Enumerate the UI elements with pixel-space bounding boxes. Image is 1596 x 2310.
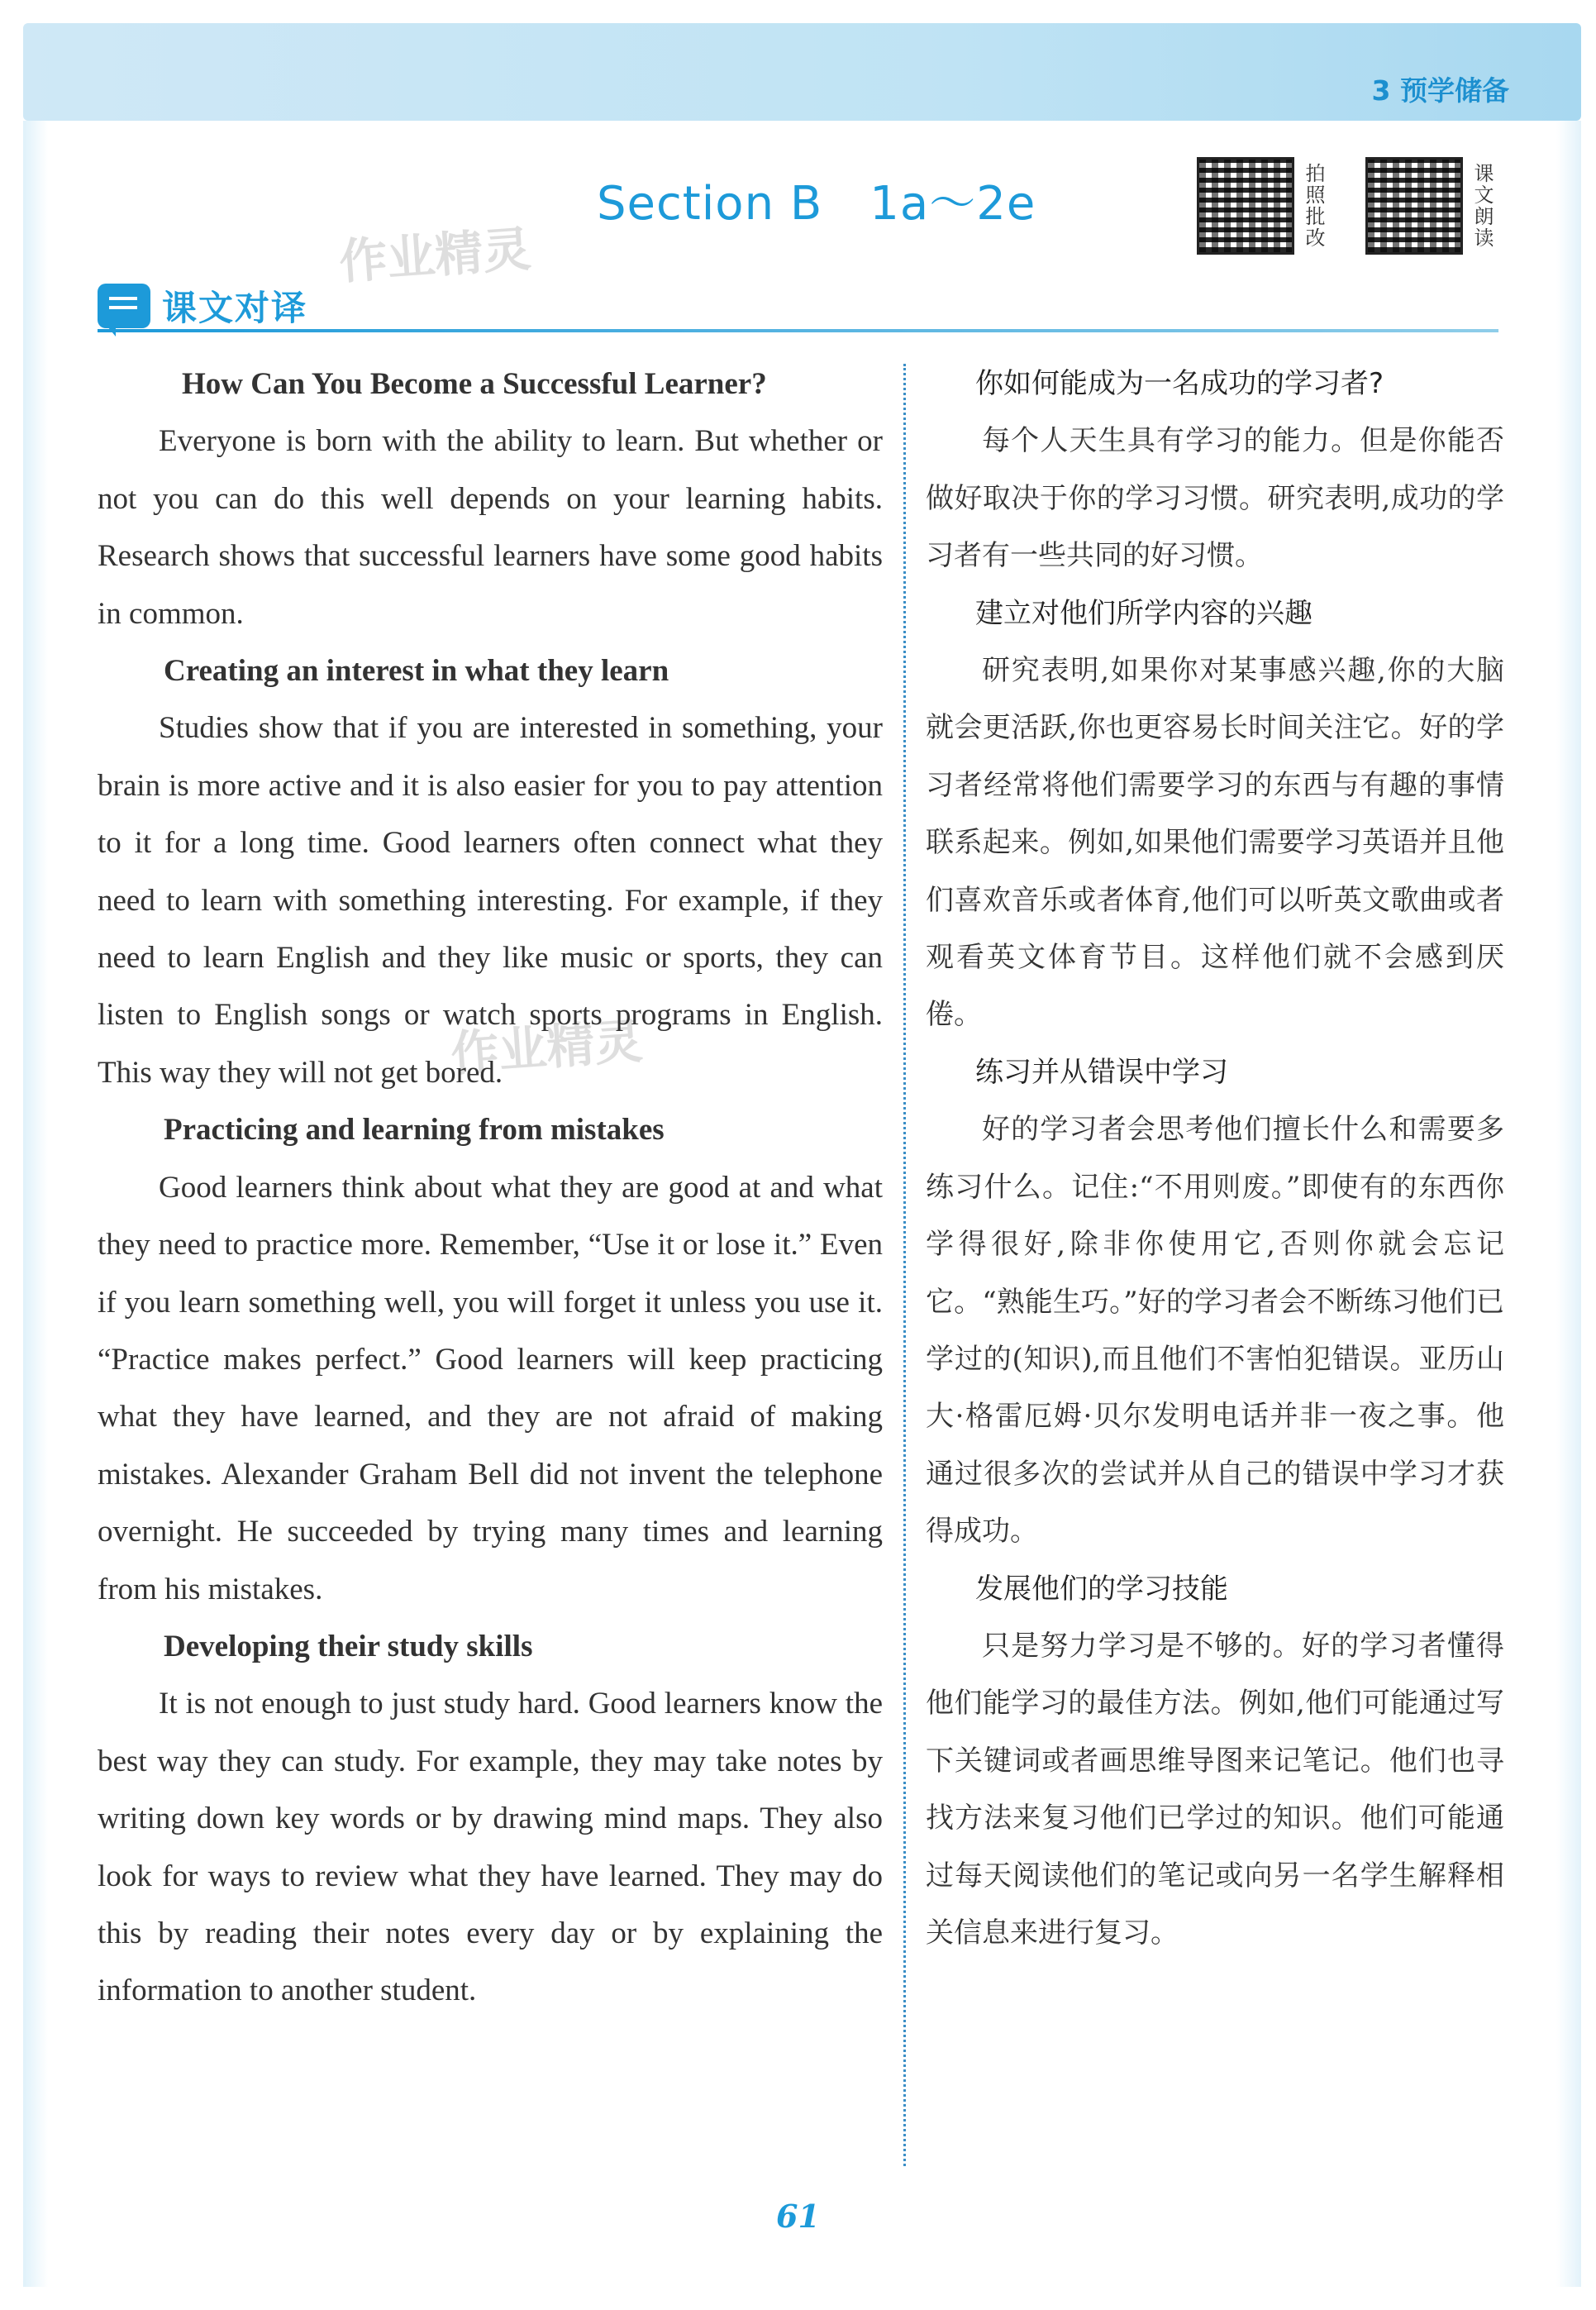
speech-bubble-icon [98,284,150,328]
english-heading: Developing their study skills [164,1629,533,1663]
section-title: Section B 1a～2e [597,177,1036,231]
english-paragraph: Studies show that if you are interested in something, your brain is more active and it is also easier for you to pay attention to it for a long time. Good learners often connect what they need to learn with something interesting. For example, if they need to learn English and they like music or sports, they can listen to English songs or watch sports programs in English. This way they will not get bored. [98,711,883,1090]
watermark: 作业精灵 [337,220,533,290]
qr-group-grading[interactable] [1197,157,1328,255]
english-title: How Can You Become a Successful Learner? [182,367,767,401]
qr-label: 课文朗读 [1470,163,1494,249]
english-paragraph: Good learners think about what they are good at and what they need to practice more. Remember, “Use it or lose it.” Even if you learn something well, you will forget it unless you use it. “Practice makes perfect.” Good learners will keep practicing what they have learned, and they are not afraid of making mistakes. Alexander Graham Bell did not invent the telephone overnight. He succeeded by trying many times and learning from his mistakes. [98,1170,883,1606]
chinese-heading: 发展他们的学习技能 [975,1572,1228,1606]
chinese-title: 你如何能成为一名成功的学习者? [975,367,1384,400]
english-column [98,356,883,2020]
chinese-intro: 每个人天生具有学习的能力。但是你能否做好取决于你的学习习惯。研究表明,成功的学习者有一些共同的好习惯。 [926,424,1504,573]
banner-label: 课文对译 [162,288,308,328]
section-banner [98,281,307,331]
qr-label: 拍照批改 [1302,163,1325,249]
page-number: 61 [776,2198,820,2235]
header-band [23,23,1581,121]
chinese-heading: 建立对他们所学内容的兴趣 [975,596,1313,630]
chinese-paragraph: 研究表明,如果你对某事感兴趣,你的大脑就会更活跃,你也更容易长时间关注它。好的学习者经常将他们需要学习的东西与有趣的事情联系起来。例如,如果他们需要学习英语并且他们喜欢音乐或者体育,他们可以听英文歌曲或者观看英文体育节目。这样他们就不会感到厌倦。 [926,654,1504,1032]
qr-group-reading[interactable] [1365,157,1497,255]
qr-code-icon[interactable] [1197,157,1294,255]
column-divider [903,364,906,2166]
chinese-column [926,356,1504,1962]
chinese-heading: 练习并从错误中学习 [975,1055,1228,1089]
english-heading: Creating an interest in what they learn [164,654,669,689]
chinese-paragraph: 只是努力学习是不够的。好的学习者懂得他们能学习的最佳方法。例如,他们可能通过写下关键词或者画思维导图来记笔记。他们也寻找方法来复习他们已学过的知识。他们可能通过每天阅读他们的笔记或向另一名学生解释相关信息来进行复习。 [926,1629,1504,1950]
banner-divider [98,329,1498,332]
qr-code-icon[interactable] [1365,157,1463,255]
chapter-tag: 3 预学储备 [1371,74,1509,107]
english-intro: Everyone is born with the ability to learn. But whether or not you can do this well depends on your learning habits. Research shows that successful learners have some good habits in common. [98,424,883,631]
watermark: 作业精灵 [449,1012,645,1082]
english-heading: Practicing and learning from mistakes [164,1113,665,1148]
chinese-paragraph: 好的学习者会思考他们擅长什么和需要多练习什么。记住:“不用则废。”即使有的东西你学得很好,除非你使用它,否则你就会忘记它。“熟能生巧。”好的学习者会不断练习他们已学过的(知识),而且他们不害怕犯错误。亚历山大·格雷厄姆·贝尔发明电话并非一夜之事。他通过很多次的尝试并从自己的错误中学习才获得成功。 [926,1113,1504,1549]
english-paragraph: It is not enough to just study hard. Good learners know the best way they can study. For example, they may take notes by writing down key words or by drawing mind maps. They also look for ways to review what they have learned. They may do this by reading their notes every day or by explaining the information to another student. [98,1687,883,2008]
